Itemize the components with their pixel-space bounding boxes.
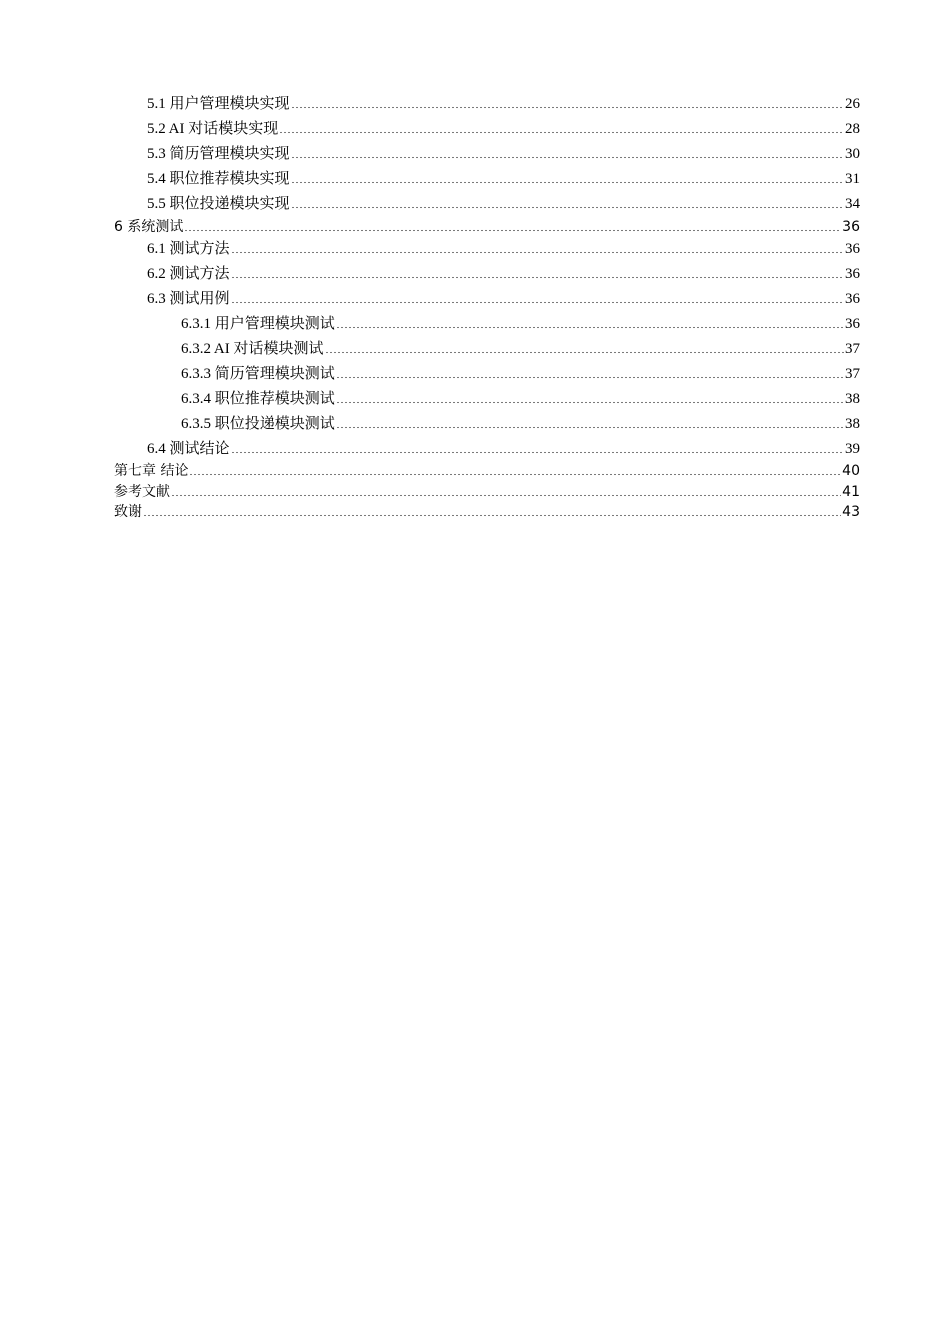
toc-entry-chapter-7[interactable] bbox=[114, 462, 860, 480]
toc-entry-label: 第七章 结论 bbox=[114, 463, 189, 479]
toc-entry-label: 5.2 AI 对话模块实现 bbox=[147, 121, 279, 137]
toc-entry-page: 36 bbox=[845, 241, 860, 257]
toc-entry-label: 5.5 职位投递模块实现 bbox=[147, 196, 290, 212]
toc-entry-label: 6.4 测试结论 bbox=[147, 441, 230, 457]
toc-dot-leader bbox=[189, 473, 841, 476]
toc-dot-leader bbox=[231, 451, 844, 454]
toc-entry-5-4[interactable] bbox=[147, 170, 860, 188]
toc-entry-acknowledgements[interactable] bbox=[114, 503, 860, 521]
toc-entry-label: 5.1 用户管理模块实现 bbox=[147, 96, 290, 112]
toc-entry-page: 39 bbox=[845, 441, 860, 457]
toc-entry-5-1[interactable] bbox=[147, 95, 860, 113]
toc-entry-label: 6.3.4 职位推荐模块测试 bbox=[181, 391, 335, 407]
toc-entry-6-3-3[interactable] bbox=[181, 365, 860, 383]
toc-dot-leader bbox=[325, 351, 844, 354]
toc-entry-label: 5.3 简历管理模块实现 bbox=[147, 146, 290, 162]
toc-entry-6-3[interactable] bbox=[147, 290, 860, 308]
toc-entry-page: 38 bbox=[845, 391, 860, 407]
toc-entry-page: 37 bbox=[845, 366, 860, 382]
toc-entry-page: 40 bbox=[842, 463, 860, 479]
toc-entry-6-3-1[interactable] bbox=[181, 315, 860, 333]
toc-entry-6-3-4[interactable] bbox=[181, 390, 860, 408]
toc-entry-page: 36 bbox=[845, 291, 860, 307]
toc-entry-page: 36 bbox=[845, 316, 860, 332]
toc-entry-label: 参考文献 bbox=[114, 484, 170, 500]
toc-entry-5-5[interactable] bbox=[147, 195, 860, 213]
toc-dot-leader bbox=[231, 251, 844, 254]
toc-entry-page: 36 bbox=[845, 266, 860, 282]
toc-dot-leader bbox=[291, 106, 844, 109]
toc-entry-references[interactable] bbox=[114, 483, 860, 501]
toc-entry-label: 6.3.3 简历管理模块测试 bbox=[181, 366, 335, 382]
toc-entry-page: 43 bbox=[842, 504, 860, 520]
toc-entry-label: 6.3 测试用例 bbox=[147, 291, 230, 307]
toc-entry-5-2[interactable] bbox=[147, 120, 860, 138]
toc-dot-leader bbox=[143, 514, 841, 517]
toc-entry-label: 6.3.2 AI 对话模块测试 bbox=[181, 341, 324, 357]
toc-entry-label: 6.1 测试方法 bbox=[147, 241, 230, 257]
toc-entry-page: 34 bbox=[845, 196, 860, 212]
toc-entry-page: 31 bbox=[845, 171, 860, 187]
toc-entry-page: 38 bbox=[845, 416, 860, 432]
toc-entry-page: 37 bbox=[845, 341, 860, 357]
toc-dot-leader bbox=[184, 229, 841, 232]
toc-entry-label: 6.2 测试方法 bbox=[147, 266, 230, 282]
toc-entry-page: 28 bbox=[845, 121, 860, 137]
toc-entry-page: 26 bbox=[845, 96, 860, 112]
toc-dot-leader bbox=[336, 376, 844, 379]
toc-entry-label: 5.4 职位推荐模块实现 bbox=[147, 171, 290, 187]
toc-entry-label: 6.3.1 用户管理模块测试 bbox=[181, 316, 335, 332]
toc-entry-page: 41 bbox=[842, 484, 860, 500]
toc-dot-leader bbox=[231, 276, 844, 279]
toc-entry-6-2[interactable] bbox=[147, 265, 860, 283]
toc-dot-leader bbox=[336, 326, 844, 329]
toc-dot-leader bbox=[279, 131, 844, 134]
toc-entry-5-3[interactable] bbox=[147, 145, 860, 163]
toc-entry-page: 30 bbox=[845, 146, 860, 162]
toc-dot-leader bbox=[291, 156, 844, 159]
toc-entry-6-4[interactable] bbox=[147, 440, 860, 458]
toc-dot-leader bbox=[291, 181, 844, 184]
toc-entry-6-3-5[interactable] bbox=[181, 415, 860, 433]
toc-dot-leader bbox=[336, 401, 844, 404]
toc-entry-6-1[interactable] bbox=[147, 240, 860, 258]
toc-entry-page: 36 bbox=[842, 219, 860, 235]
toc-dot-leader bbox=[336, 426, 844, 429]
toc-entry-chapter-6[interactable] bbox=[114, 218, 860, 236]
toc-entry-label: 6 系统测试 bbox=[114, 219, 184, 235]
toc-dot-leader bbox=[171, 494, 841, 497]
toc-dot-leader bbox=[291, 206, 844, 209]
toc-entry-label: 致谢 bbox=[114, 504, 142, 520]
toc-entry-label: 6.3.5 职位投递模块测试 bbox=[181, 416, 335, 432]
toc-entry-6-3-2[interactable] bbox=[181, 340, 860, 358]
toc-dot-leader bbox=[231, 301, 844, 304]
